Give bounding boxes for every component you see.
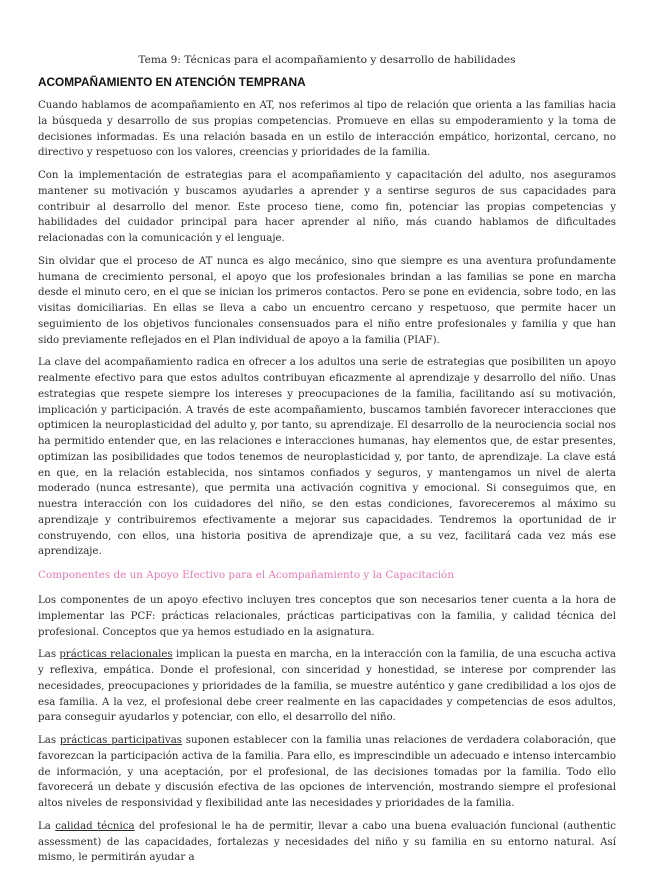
document-page bbox=[38, 52, 616, 873]
paragraph-2: Con la implementación de estrategias para el acompañamiento y capacitación del adulto, nos aseguramos mantener su motivación y buscamos ayudarles a aprender y a sentirse seguros de sus capacidades para contribuir al desarrollo del menor. Este proceso tiene, como fin, potenciar las propias competencias y habilidades del cuidador principal para hacer aprender al niño, más cuando hablamos de dificultades relacionadas con la comunicación y el lenguaje. bbox=[38, 170, 616, 244]
paragraph-7-lead: Las bbox=[38, 735, 60, 746]
paragraph-5: Los componentes de un apoyo efectivo incluyen tres conceptos que son necesarios tener cuenta a la hora de implementar las PCF: prácticas relacionales, prácticas participativas con la familia, y calidad técnica del profesional. Conceptos que ya hemos estudiado en la asignatura. bbox=[38, 595, 616, 638]
paragraph-8 bbox=[38, 819, 616, 866]
term-calidad-tecnica: calidad técnica bbox=[55, 820, 135, 832]
paragraph-1: Cuando hablamos de acompañamiento en AT, nos referimos al tipo de relación que orienta a las familias hacia la búsqueda y desarrollo de sus propias competencias. Promueve en ellas su empoderamiento y la toma de decisiones informadas. Es una relación basada en un estilo de interacción empático, horizontal, cercano, no directivo y respetuoso con los valores, creencias y prioridades de la familia. bbox=[38, 100, 616, 159]
paragraph-4: La clave del acompañamiento radica en ofrecer a los adultos una serie de estrategias que posibiliten un apoyo realmente efectivo para que estos adultos contribuyan eficazmente al aprendizaje y desarrollo del niño. Unas estrategias que respete siempre los intereses y preocupaciones de la familia, facilitando así su motivación, implicación y participación. A través de este acompañamiento, buscamos también favorecer interacciones que optimicen la neuroplasticidad del adulto y, por tanto, su aprendizaje. El desarrollo de la neurociencia social nos ha permitido entender que, en las relaciones e interacciones humanas, hay elementos que, de estar presentes, optimizan las posibilidades que todos tenemos de neuroplasticidad y, por tanto, de aprendizaje. La clave está en que, en la relación establecida, nos sintamos confiados y seguros, y mantengamos un nivel de alerta moderado (nunca estresante), que permita una activación cognitiva y emocional. Si conseguimos que, en nuestra interacción con los cuidadores del niño, se den estas condiciones, favoreceremos al máximo su aprendizaje y contribuiremos efectivamente a mejorar sus capacidades. Tendremos la oportunidad de ir construyendo, con ellos, una historia positiva de aprendizaje que, a su vez, facilitará cada vez más ese aprendizaje. bbox=[38, 357, 616, 558]
paragraph-6-lead: Las bbox=[38, 649, 60, 661]
section-title: ACOMPAÑAMIENTO EN ATENCIÓN TEMPRANA bbox=[38, 75, 306, 89]
paragraph-7-body: suponen establecer con la familia unas relaciones de verdadera colaboración, que favorezcan la participación activa de la familia. Para ello, es imprescindible un adecuado e intenso intercambio de información, y una aceptación, por el profesional, de las decisiones tomadas por la familia. Todo ello favorecerá un debate y discusión efectiva de las opciones de intervención, mostrando siempre el profesional altos niveles de responsividad y flexibilidad ante las necesidades y prioridades de la familia. bbox=[38, 735, 616, 809]
paragraph-3: Sin olvidar que el proceso de AT nunca es algo mecánico, sino que siempre es una aventura profundamente humana de crecimiento personal, el apoyo que los profesionales brindan a las familias se pone en marcha desde el minuto cero, en el que se inician los primeros contactos. Pero se pone en evidencia, sobre todo, en las visitas domiciliarias. En ellas se lleva a cabo un encuentro cercano y respetuoso, que permite hacer un seguimiento de los objetivos funcionales consensuados para el niño entre profesionales y familia y que han sido previamente reflejados en el Plan individual de apoyo a la familia (PIAF). bbox=[38, 255, 616, 346]
term-practicas-relacionales: prácticas relacionales bbox=[59, 649, 173, 661]
term-practicas-participativas: prácticas participativas bbox=[59, 735, 182, 746]
paragraph-6-body: implican la puesta en marcha, en la interacción con la familia, de una escucha activa y reflexiva, empática. Donde el profesional, con sinceridad y honestidad, se interese por comprender las necesidades, preocupaciones y prioridades de la familia, se muestre auténtico y gane credibilidad a los ojos de esa familia. A la vez, el profesional debe creer realmente en las capacidades y competencias de esos adultos, para conseguir ayudarlos y potenciar, con ello, el desarrollo del niño. bbox=[38, 649, 616, 724]
page-header: Tema 9: Técnicas para el acompañamiento y desarrollo de habilidades bbox=[138, 54, 516, 66]
paragraph-7 bbox=[38, 733, 616, 812]
paragraph-6 bbox=[38, 647, 616, 726]
subsection-heading: Componentes de un Apoyo Efectivo para el Acompañamiento y la Capacitación bbox=[38, 569, 455, 581]
paragraph-8-body: del profesional le ha de permitir, llevar a cabo una buena evaluación funcional (authentic assessment) de las capacidades, fortalezas y necesidades del niño y su familia en su entorno natural. Así mismo, le permitirán ayudar a bbox=[38, 820, 617, 864]
paragraph-8-lead: La bbox=[38, 820, 56, 832]
